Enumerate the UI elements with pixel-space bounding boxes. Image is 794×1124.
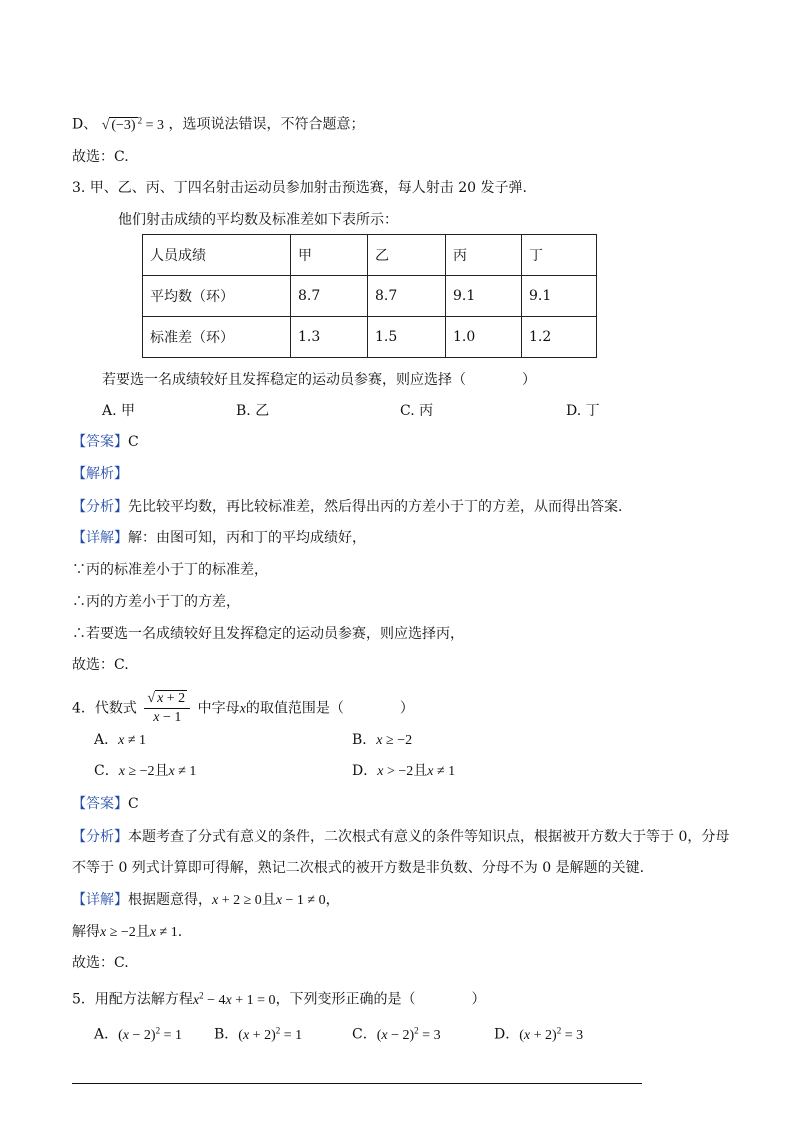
- q4-stem-post: 中字母: [197, 700, 240, 717]
- q3-stem: 3. 甲、乙、丙、丁四名射击运动员参加射击预选赛，每人射击 20 发子弹.: [72, 180, 527, 196]
- analysis-text: 本题考查了分式有意义的条件，二次根式有意义的条件等知识点，根据被开方数大于等于 0，分母: [128, 829, 730, 845]
- q4-stem-end: 的取值范围是（ ）: [245, 700, 414, 717]
- q3-selection: 故选：C.: [72, 657, 129, 673]
- option-label: C．: [352, 1026, 377, 1043]
- answer-tag: 【答案】: [72, 796, 128, 812]
- table-cell: 1.0: [446, 317, 522, 358]
- table-cell: 人员成绩: [143, 235, 291, 276]
- q4-analysis-1: [72, 827, 729, 847]
- line-d: [72, 110, 364, 136]
- table-cell: 8.7: [368, 276, 446, 317]
- detail-text: 解：由图可知，丙和丁的平均成绩好，: [128, 530, 366, 546]
- table-cell: 9.1: [522, 276, 597, 317]
- table-cell: 8.7: [291, 276, 368, 317]
- table-cell: 标准差（环）: [143, 317, 291, 358]
- footer-divider: [72, 1083, 642, 1084]
- option-label: B．: [214, 1026, 239, 1043]
- q3-question: 若要选一名成绩较好且发挥稳定的运动员参赛，则应选择（ ）: [102, 372, 536, 388]
- q4-option-a: A．x ≠ 1: [94, 732, 147, 748]
- table-cell: 丁: [522, 235, 597, 276]
- answer-value: C: [128, 434, 139, 450]
- answer-tag: 【答案】: [72, 434, 128, 450]
- answer-value: C: [128, 796, 139, 812]
- option-label: D．: [494, 1026, 520, 1043]
- q3-jiexi: 【解析】: [72, 466, 128, 482]
- table-cell: 丙: [446, 235, 522, 276]
- table-row: [143, 235, 597, 276]
- table-cell: 乙: [368, 235, 446, 276]
- q3-option-b: B. 乙: [236, 403, 270, 419]
- q3-analysis: [72, 497, 622, 517]
- detail-tag: 【详解】: [72, 530, 128, 546]
- option-label: D、: [72, 116, 98, 133]
- q3-because: ∵丙的标准差小于丁的标准差，: [72, 562, 268, 578]
- selection-1: 故选：C.: [72, 149, 129, 165]
- score-table: [142, 234, 597, 358]
- q4-solve: 解得x ≥ −2且x ≠ 1.: [72, 924, 183, 940]
- option-label: B．: [352, 732, 377, 748]
- solve-pre: 解得: [72, 924, 100, 940]
- q4-stem: 4．代数式 $\frac{√ x + 2}{x - 1}$ 中字母x的取值范围是（ ）: [72, 691, 414, 725]
- q3-therefore-1: ∴丙的方差小于丁的方差，: [72, 594, 240, 610]
- table-cell: 1.5: [368, 317, 446, 358]
- q3-option-a: A. 甲: [102, 403, 136, 419]
- q3-detail: [72, 528, 366, 548]
- q4-option-c: C．x ≥ −2且x ≠ 1: [94, 763, 197, 779]
- q4-option-d: D．x > −2且x ≠ 1: [352, 763, 456, 779]
- table-cell: 9.1: [446, 276, 522, 317]
- table-cell: 1.2: [522, 317, 597, 358]
- q5-option-a: A．$(x - 2)^2 = 1$: [94, 1025, 182, 1043]
- math-sqrt: √ (−3) $^2$ = 3: [101, 115, 165, 133]
- q4-answer: [72, 794, 139, 814]
- analysis-tag: 【分析】: [72, 829, 128, 845]
- analysis-text: 先比较平均数，再比较标准差，然后得出丙的方差小于丁的方差，从而得出答案.: [128, 499, 623, 515]
- table-row: [143, 317, 597, 358]
- line-d-text: ，选项说法错误，不符合题意；: [168, 116, 365, 133]
- q3-sub: 他们射击成绩的平均数及标准差如下表所示：: [118, 212, 398, 228]
- detail-text: 根据题意得，: [128, 892, 212, 908]
- option-label: A．: [94, 732, 119, 748]
- option-label: C．: [94, 763, 119, 779]
- q3-answer: [72, 432, 139, 452]
- q4-selection: 故选：C.: [72, 955, 129, 971]
- option-label: A．: [94, 1026, 119, 1043]
- q3-option-d: D. 丁: [566, 403, 600, 419]
- q5-stem-pre: 5．用配方法解方程: [72, 991, 193, 1008]
- q4-stem-pre: 4．代数式: [72, 700, 137, 717]
- q3-therefore-2: ∴若要选一名成绩较好且发挥稳定的运动员参赛，则应选择丙，: [72, 626, 464, 642]
- q5-stem-post: ，下列变形正确的是（ ）: [275, 991, 486, 1008]
- q4-detail: 【详解】根据题意得，x + 2 ≥ 0且x − 1 ≠ 0，: [72, 892, 340, 908]
- table-cell: 平均数（环）: [143, 276, 291, 317]
- q5-option-c: C．$(x - 2)^2 = 3$: [352, 1025, 441, 1043]
- table-cell: 1.3: [291, 317, 368, 358]
- q3-option-c: C. 丙: [400, 403, 434, 419]
- table-cell: 甲: [291, 235, 368, 276]
- table-row: [143, 276, 597, 317]
- fraction-expression: $\frac{√ x + 2}{x - 1}$: [144, 690, 190, 727]
- q4-analysis-2: 不等于 0 列式计算即可得解，熟记二次根式的被开方数是非负数、分母不为 0 是解题的关键.: [72, 860, 645, 876]
- q4-option-b: B．x ≥ −2: [352, 732, 413, 748]
- option-label: D．: [352, 763, 378, 779]
- analysis-tag: 【分析】: [72, 499, 128, 515]
- q5-stem: 5．用配方法解方程$x^2 - 4x + 1 = 0$，下列变形正确的是（ ）: [72, 990, 486, 1008]
- detail-tag: 【详解】: [72, 892, 128, 908]
- q5-option-d: D．$(x + 2)^2 = 3$: [494, 1025, 584, 1043]
- q5-option-b: B．$(x + 2)^2 = 1$: [214, 1025, 303, 1043]
